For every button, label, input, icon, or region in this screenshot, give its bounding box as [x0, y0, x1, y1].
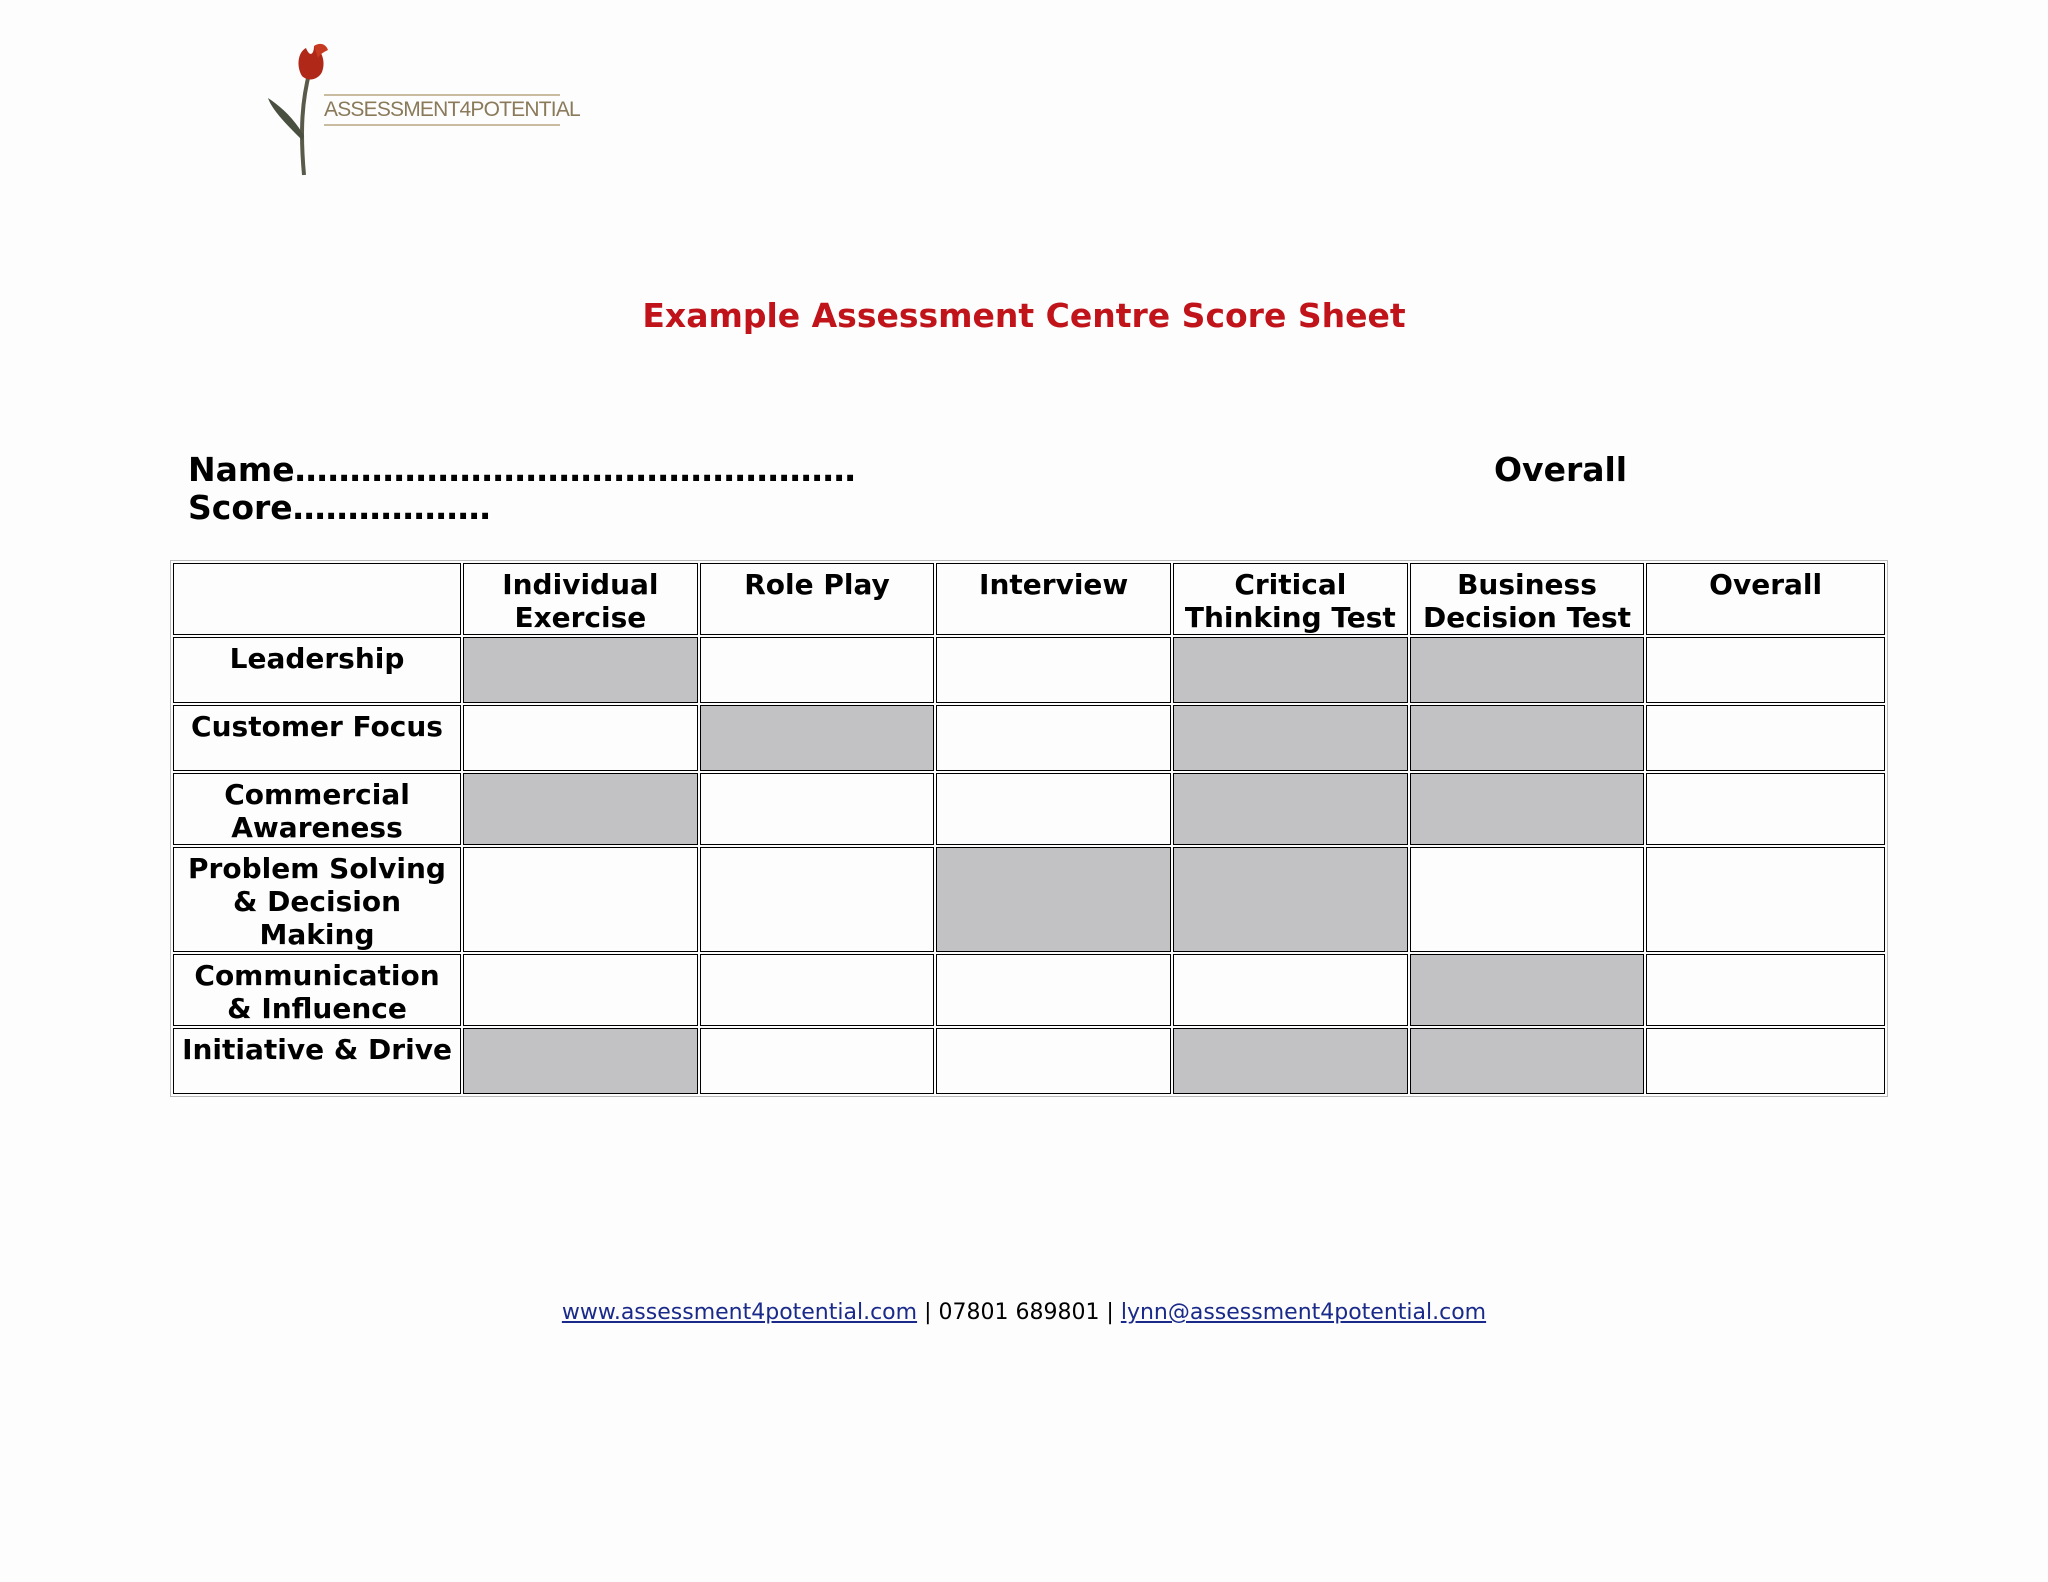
score-cell-shaded	[1173, 773, 1408, 845]
phone-number: | 07801 689801 |	[917, 1300, 1121, 1325]
score-cell[interactable]	[936, 1028, 1171, 1094]
score-cell-shaded	[1173, 1028, 1408, 1094]
overall-score-label: Overall	[1494, 450, 1628, 489]
score-cell[interactable]	[700, 847, 935, 952]
table-row	[173, 637, 1885, 703]
footer	[0, 1300, 2048, 1325]
table-row	[173, 847, 1885, 952]
score-cell-shaded	[463, 1028, 698, 1094]
score-cell-shaded	[1173, 705, 1408, 771]
score-cell-shaded	[1410, 773, 1645, 845]
logo-text: ASSESSMENT4POTENTIAL	[324, 98, 580, 121]
score-cell-shaded	[1410, 1028, 1645, 1094]
logo	[262, 40, 582, 180]
score-cell[interactable]	[1646, 637, 1885, 703]
tulip-icon	[262, 40, 332, 180]
score-cell[interactable]	[700, 637, 935, 703]
score-cell[interactable]	[463, 954, 698, 1026]
score-table	[170, 560, 1888, 1097]
header-role-play: Role Play	[700, 563, 935, 635]
row-label: Customer Focus	[173, 705, 461, 771]
score-cell[interactable]	[700, 1028, 935, 1094]
header-critical-thinking-test: Critical Thinking Test	[1173, 563, 1408, 635]
table-row	[173, 773, 1885, 845]
logo-rule-top	[324, 94, 560, 96]
score-cell[interactable]	[936, 954, 1171, 1026]
score-cell[interactable]	[1646, 773, 1885, 845]
score-cell[interactable]	[463, 705, 698, 771]
score-field-line: Score………………	[188, 488, 491, 527]
score-cell[interactable]	[1646, 954, 1885, 1026]
header-interview: Interview	[936, 563, 1171, 635]
row-label: Initiative & Drive	[173, 1028, 461, 1094]
row-label: Commercial Awareness	[173, 773, 461, 845]
score-cell[interactable]	[700, 773, 935, 845]
table-row	[173, 954, 1885, 1026]
score-cell[interactable]	[1646, 1028, 1885, 1094]
table-row	[173, 705, 1885, 771]
score-cell-shaded	[463, 637, 698, 703]
score-cell[interactable]	[1173, 954, 1408, 1026]
email-link[interactable]: lynn@assessment4potential.com	[1120, 1300, 1487, 1325]
header-business-decision-test: Business Decision Test	[1410, 563, 1645, 635]
page-title: Example Assessment Centre Score Sheet	[642, 296, 1406, 335]
table-row	[173, 1028, 1885, 1094]
logo-rule-bottom	[324, 124, 560, 126]
name-field-line: Name……………………………………………	[188, 450, 856, 489]
score-cell[interactable]	[1646, 847, 1885, 952]
score-cell[interactable]	[463, 847, 698, 952]
score-cell-shaded	[1173, 847, 1408, 952]
score-cell-shaded	[1173, 637, 1408, 703]
score-cell[interactable]	[936, 637, 1171, 703]
website-link[interactable]: www.assessment4potential.com	[561, 1300, 918, 1325]
header-overall: Overall	[1646, 563, 1885, 635]
score-cell[interactable]	[700, 954, 935, 1026]
score-cell-shaded	[1410, 705, 1645, 771]
score-cell-shaded	[936, 847, 1171, 952]
score-cell[interactable]	[936, 773, 1171, 845]
score-cell-shaded	[1410, 954, 1645, 1026]
score-cell[interactable]	[1410, 847, 1645, 952]
row-label: Communication & Influence	[173, 954, 461, 1026]
table-header-row	[173, 563, 1885, 635]
score-cell-shaded	[1410, 637, 1645, 703]
score-cell[interactable]	[1646, 705, 1885, 771]
score-cell-shaded	[463, 773, 698, 845]
score-cell[interactable]	[936, 705, 1171, 771]
score-cell-shaded	[700, 705, 935, 771]
row-label: Problem Solving & Decision Making	[173, 847, 461, 952]
row-label: Leadership	[173, 637, 461, 703]
header-individual-exercise: Individual Exercise	[463, 563, 698, 635]
header-corner	[173, 563, 461, 635]
